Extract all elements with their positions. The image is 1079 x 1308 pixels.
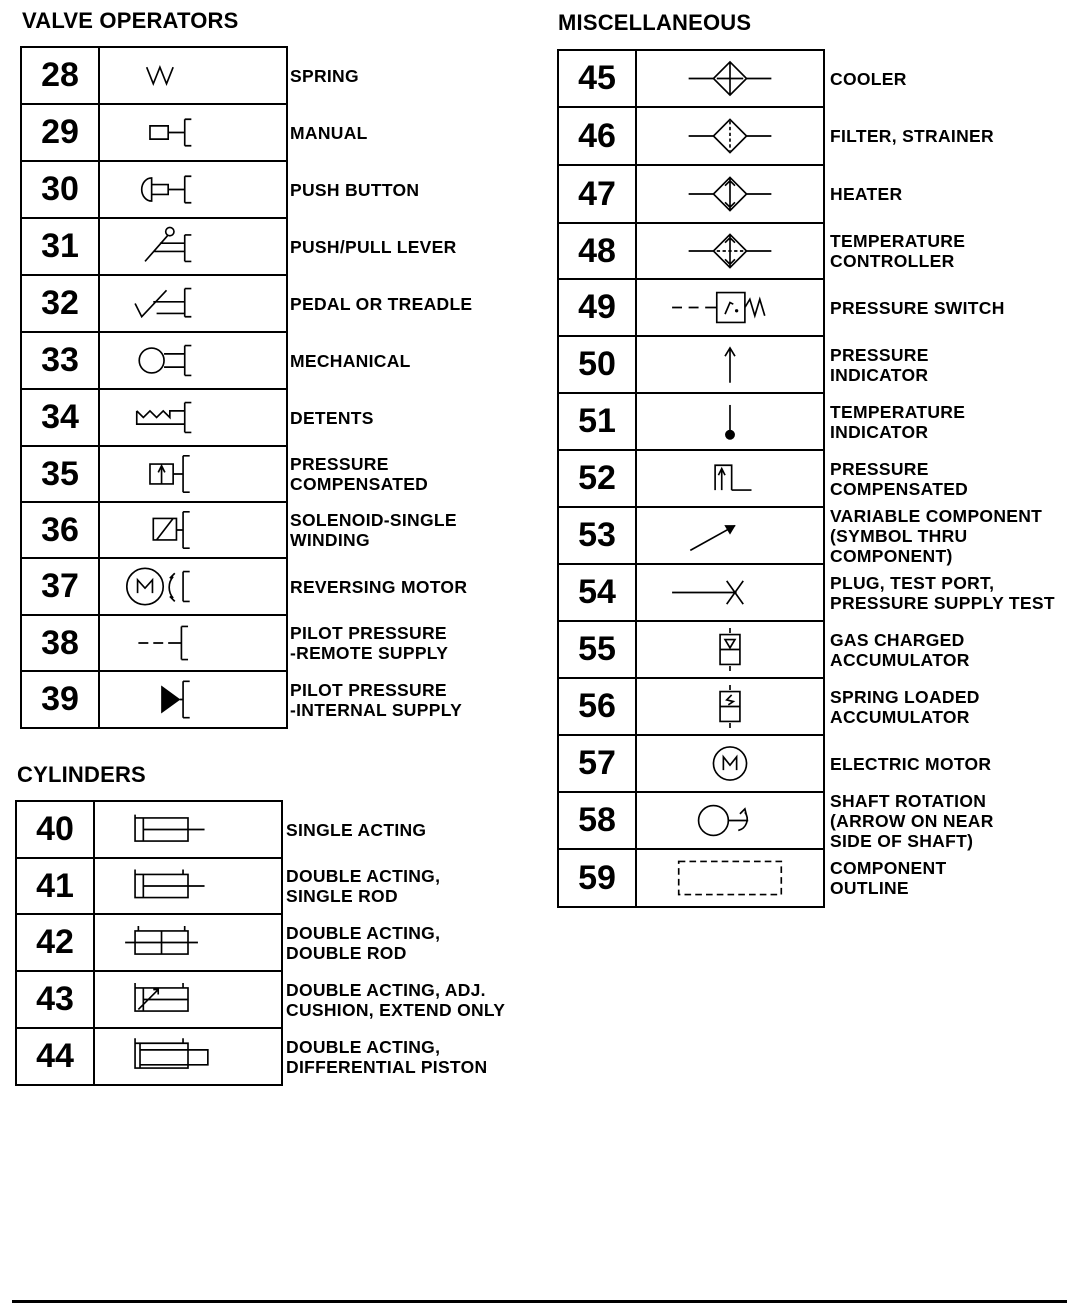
symbol-number: 53: [558, 507, 636, 564]
description-line: PRESSURE: [830, 344, 929, 365]
symbol-description: [830, 345, 929, 385]
symbol-row-28: [21, 47, 287, 104]
description-line: DOUBLE ROD: [286, 942, 407, 963]
symbol-number: 49: [558, 279, 636, 336]
symbol-cell: [636, 507, 824, 564]
description-line: DOUBLE ACTING,: [286, 922, 441, 943]
symbol-row-34: [21, 389, 287, 446]
symbol-number: 41: [16, 858, 94, 914]
symbol-row-41: [16, 858, 282, 914]
symbol-row-30: [21, 161, 287, 218]
symbol-number: 56: [558, 678, 636, 735]
symbol-number: 55: [558, 621, 636, 678]
symbol-number: 48: [558, 223, 636, 279]
symbol-row-48: [558, 223, 824, 279]
symbol-number: 59: [558, 849, 636, 907]
cooler-icon: [639, 53, 821, 104]
symbol-description: [290, 577, 467, 597]
symbol-cell: [636, 393, 824, 450]
description-line: TEMPERATURE: [830, 231, 966, 251]
symbol-cell: [636, 450, 824, 507]
symbol-description: [286, 866, 440, 906]
symbol-row-50: [558, 336, 824, 393]
symbol-description: [830, 791, 994, 851]
symbol-number: 33: [21, 332, 99, 389]
symbol-cell: [99, 275, 287, 332]
description-line: SINGLE ROD: [286, 886, 398, 906]
description-line: PILOT PRESSURE: [290, 623, 447, 643]
symbol-cell: [94, 1028, 282, 1085]
symbol-row-52: [558, 450, 824, 507]
symbol-number: 34: [21, 389, 99, 446]
symbol-description: [290, 351, 411, 371]
symbol-row-35: [21, 446, 287, 502]
symbol-number: 38: [21, 615, 99, 671]
symbol-number: 40: [16, 801, 94, 858]
symbol-description: [290, 123, 368, 143]
symbol-cell: [94, 914, 282, 971]
symbol-row-37: [21, 558, 287, 615]
solenoid-icon: [102, 505, 284, 555]
symbol-number: 39: [21, 671, 99, 728]
heater-icon: [639, 168, 821, 220]
symbol-row-33: [21, 332, 287, 389]
symbol-row-58: [558, 792, 824, 849]
pedal-treadle-icon: [102, 278, 284, 329]
symbol-number: 31: [21, 218, 99, 275]
symbol-number: 52: [558, 450, 636, 507]
valve-operators-heading: VALVE OPERATORS: [22, 8, 239, 33]
symbol-cell: [636, 678, 824, 735]
mechanical-icon: [102, 335, 284, 386]
description-line: REVERSING MOTOR: [290, 576, 468, 597]
miscellaneous-heading: MISCELLANEOUS: [558, 10, 752, 35]
pilot-internal-icon: [102, 674, 284, 725]
symbol-number: 28: [21, 47, 99, 104]
description-line: CONTROLLER: [830, 251, 955, 271]
symbol-row-46: [558, 107, 824, 165]
symbol-description: [830, 506, 1042, 566]
symbol-cell: [99, 671, 287, 728]
symbol-row-57: [558, 735, 824, 792]
push-button-icon: [102, 164, 284, 215]
description-line: DIFFERENTIAL PISTON: [286, 1056, 488, 1077]
manual-icon: [102, 107, 284, 158]
description-line: COOLER: [830, 68, 907, 89]
symbol-description: [830, 754, 991, 774]
description-line: -REMOTE SUPPLY: [290, 643, 449, 663]
pressure-compensated-icon: [639, 453, 821, 504]
symbol-description: [286, 1037, 487, 1077]
cylinders-table: [15, 800, 283, 1086]
description-line: MECHANICAL: [290, 350, 411, 371]
symbol-description: [830, 459, 968, 499]
description-line: HEATER: [830, 184, 903, 204]
bottom-rule: [12, 1300, 1067, 1303]
description-line: SPRING: [290, 65, 359, 86]
description-line: GAS CHARGED: [830, 629, 965, 650]
symbol-row-31: [21, 218, 287, 275]
symbol-row-49: [558, 279, 824, 336]
symbol-row-39: [21, 671, 287, 728]
reversing-motor-icon: [102, 561, 284, 612]
filter-strainer-icon: [639, 110, 821, 162]
description-line: VARIABLE COMPONENT: [830, 505, 1043, 526]
symbol-cell: [636, 279, 824, 336]
variable-component-icon: [639, 510, 821, 561]
description-line: PRESSURE SWITCH: [830, 297, 1005, 318]
symbol-cell: [636, 223, 824, 279]
temperature-controller-icon: [639, 226, 821, 276]
description-line: WINDING: [290, 530, 370, 550]
double-acting-single-rod-icon: [97, 861, 279, 911]
symbol-cell: [636, 621, 824, 678]
symbol-number: 37: [21, 558, 99, 615]
pressure-switch-icon: [639, 282, 821, 333]
description-line: DOUBLE ACTING,: [286, 1036, 441, 1057]
symbol-cell: [636, 50, 824, 107]
miscellaneous-table: [557, 49, 825, 908]
valve-operators-table: [20, 46, 288, 729]
adj-cushion-cylinder-icon: [97, 974, 279, 1025]
symbol-description: [290, 680, 462, 720]
symbol-row-54: [558, 564, 824, 621]
description-line: PRESSURE SUPPLY TEST: [830, 592, 1055, 613]
symbol-row-29: [21, 104, 287, 161]
symbol-cell: [99, 446, 287, 502]
double-acting-double-rod-icon: [97, 917, 279, 968]
symbol-row-42: [16, 914, 282, 971]
description-line: (SYMBOL THRU: [830, 525, 968, 546]
symbol-cell: [99, 332, 287, 389]
detents-icon: [102, 392, 284, 443]
symbol-cell: [99, 502, 287, 558]
description-line: DETENTS: [290, 407, 374, 428]
symbol-row-32: [21, 275, 287, 332]
shaft-rotation-icon: [639, 795, 821, 846]
symbol-description: [830, 573, 1055, 613]
symbol-cell: [94, 801, 282, 858]
symbol-description: [290, 510, 457, 550]
component-outline-icon: [639, 852, 821, 904]
symbol-cell: [636, 792, 824, 849]
symbol-description: [286, 820, 426, 840]
symbol-description: [830, 402, 965, 442]
pilot-remote-icon: [102, 618, 284, 668]
description-line: PILOT PRESSURE: [290, 679, 447, 700]
description-line: COMPENSATED: [290, 474, 429, 494]
electric-motor-icon: [639, 738, 821, 789]
symbol-row-40: [16, 801, 282, 858]
symbol-row-53: [558, 507, 824, 564]
symbol-number: 30: [21, 161, 99, 218]
symbol-row-56: [558, 678, 824, 735]
temperature-indicator-icon: [639, 396, 821, 447]
symbol-number: 58: [558, 792, 636, 849]
description-line: SINGLE ACTING: [286, 819, 427, 840]
symbol-description: [290, 180, 419, 200]
description-line: TEMPERATURE: [830, 401, 966, 422]
symbol-number: 46: [558, 107, 636, 165]
description-line: PLUG, TEST PORT,: [830, 572, 995, 593]
description-line: ACCUMULATOR: [830, 706, 970, 727]
description-line: DOUBLE ACTING, ADJ.: [286, 979, 486, 1000]
description-line: COMPENSATED: [830, 478, 969, 499]
symbol-cell: [636, 165, 824, 223]
symbol-description: [290, 237, 457, 257]
plug-test-port-icon: [639, 567, 821, 618]
symbol-cell: [94, 971, 282, 1028]
description-line: PRESSURE: [290, 454, 389, 474]
symbol-row-45: [558, 50, 824, 107]
symbol-description: [290, 408, 374, 428]
symbol-description: [830, 231, 965, 271]
symbol-row-51: [558, 393, 824, 450]
description-line: FILTER, STRAINER: [830, 126, 994, 146]
pressure-compensated-operator-icon: [102, 449, 284, 499]
symbol-row-36: [21, 502, 287, 558]
description-line: COMPONENT: [830, 858, 947, 878]
symbol-description: [290, 454, 428, 494]
description-line: -INTERNAL SUPPLY: [290, 699, 463, 720]
symbol-cell: [636, 336, 824, 393]
symbol-cell: [636, 735, 824, 792]
symbol-description: [286, 923, 440, 963]
symbol-number: 44: [16, 1028, 94, 1085]
cylinders-heading: CYLINDERS: [17, 762, 146, 787]
symbol-number: 43: [16, 971, 94, 1028]
symbol-number: 54: [558, 564, 636, 621]
description-line: PEDAL OR TREADLE: [290, 293, 473, 314]
gas-accumulator-icon: [639, 624, 821, 675]
spring-icon: [102, 50, 284, 101]
symbol-description: [830, 687, 980, 727]
symbol-row-59: [558, 849, 824, 907]
symbol-description: [290, 623, 448, 663]
symbol-number: 36: [21, 502, 99, 558]
symbol-description: [830, 630, 970, 670]
description-line: CUSHION, EXTEND ONLY: [286, 999, 506, 1020]
description-line: SHAFT ROTATION: [830, 790, 987, 811]
symbol-description: [286, 980, 505, 1020]
description-line: COMPONENT): [830, 545, 953, 566]
symbol-cell: [99, 389, 287, 446]
description-line: DOUBLE ACTING,: [286, 866, 441, 886]
symbol-cell: [99, 558, 287, 615]
symbol-cell: [99, 218, 287, 275]
symbol-number: 51: [558, 393, 636, 450]
symbol-cell: [99, 104, 287, 161]
symbol-number: 42: [16, 914, 94, 971]
symbol-number: 45: [558, 50, 636, 107]
symbol-description: [290, 294, 472, 314]
symbol-cell: [99, 615, 287, 671]
symbol-cell: [94, 858, 282, 914]
symbol-cell: [636, 564, 824, 621]
symbol-number: 29: [21, 104, 99, 161]
description-line: SPRING LOADED: [830, 686, 980, 707]
description-line: PUSH BUTTON: [290, 179, 420, 200]
symbol-description: [830, 298, 1005, 318]
description-line: OUTLINE: [830, 878, 909, 898]
description-line: SIDE OF SHAFT): [830, 830, 974, 851]
symbol-description: [830, 69, 907, 89]
pressure-indicator-icon: [639, 339, 821, 390]
description-line: ELECTRIC MOTOR: [830, 753, 992, 774]
symbol-cell: [99, 47, 287, 104]
push-pull-lever-icon: [102, 221, 284, 272]
symbol-row-55: [558, 621, 824, 678]
symbol-cell: [99, 161, 287, 218]
symbol-number: 35: [21, 446, 99, 502]
description-line: PUSH/PULL LEVER: [290, 236, 457, 257]
symbol-row-38: [21, 615, 287, 671]
symbol-number: 57: [558, 735, 636, 792]
symbol-row-44: [16, 1028, 282, 1085]
symbol-description: [290, 66, 359, 86]
spring-accumulator-icon: [639, 681, 821, 732]
description-line: ACCUMULATOR: [830, 649, 970, 670]
single-acting-cylinder-icon: [97, 804, 279, 855]
description-line: SOLENOID-SINGLE: [290, 510, 457, 530]
symbol-cell: [636, 107, 824, 165]
symbol-description: [830, 126, 994, 146]
symbol-cell: [636, 849, 824, 907]
symbol-number: 32: [21, 275, 99, 332]
symbol-description: [830, 184, 902, 204]
description-line: INDICATOR: [830, 421, 929, 442]
symbol-row-43: [16, 971, 282, 1028]
description-line: PRESSURE: [830, 458, 929, 479]
symbol-number: 47: [558, 165, 636, 223]
description-line: INDICATOR: [830, 364, 929, 385]
symbol-description: [830, 858, 946, 898]
description-line: (ARROW ON NEAR: [830, 810, 994, 831]
symbol-number: 50: [558, 336, 636, 393]
differential-piston-icon: [97, 1031, 279, 1082]
symbol-row-47: [558, 165, 824, 223]
description-line: MANUAL: [290, 122, 368, 143]
